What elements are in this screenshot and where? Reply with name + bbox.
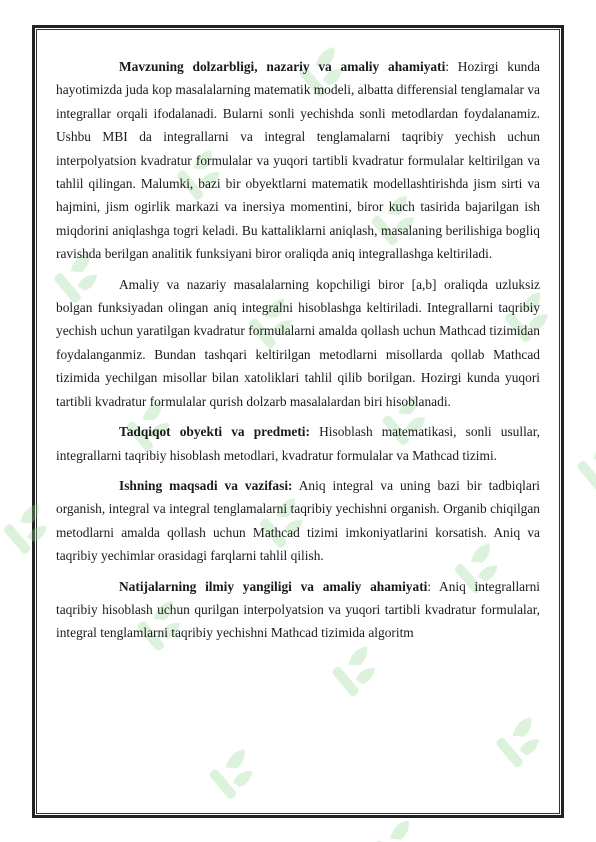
paragraph-text: Amaliy va nazariy masalalarning kopchiligi biror [a,b] oraliqda uzluksiz bolgan funksiyadan olingan aniq integralni hisoblashga keltiriladi. Integrallarni taqribiy yechish uchun yaratilgan kvadratur formulalarni amalda qollash uchun Mathcad tizimidan foydalanganmiz. Bundan tashqari keltirilgan metodlarni misollarda qollab Mathcad tizimida yechilgan misollar bilan xatoliklari tahlil qilib borilgan. Hozirgi kunda yuqori tartibli kvadratur formulalar qurish dolzarb masalalardan biri hisoblanadi. xyxy=(56,276,540,409)
paragraph-lead: Ishning maqsadi va vazifasi: xyxy=(119,477,293,493)
paragraph-lead: Tadqiqot obyekti va predmeti: xyxy=(119,424,310,440)
paragraph-text: : Hozirgi kunda hayotimizda juda kop masalalarning matematik modeli, albatta differensial tenglamalar va integrallar orqali ifodalanadi. Bularni sonli yechishda sonli metodlardan foydalanamiz. Ushbu MBI da integrallarni va integral tenglamalarni taqribiy yechish uchun interpolyatsion kvadratur formulalar va yuqori tartibli kvadratur formulalar keltirilgan va tahlil qilingan. Malumki, bazi bir obyektlarni matematik modellashtirishda jism sirti va hajmini, jism ogirlik markazi va inersiya momentini, biror kuch tasirida bajarilgan ish miqdorini aniqlashga togri keladi. Bu kattaliklarni aniqlash, masalaning berilishiga bogliq ravishda berilgan analitik funksiyani biror oraliqda aniq integrallashga keltiriladi. xyxy=(56,59,540,262)
paragraph-research-object xyxy=(56,420,540,467)
paragraph-goals xyxy=(56,474,540,568)
paragraph-novelty xyxy=(56,575,540,645)
paragraph-text: Aniq integral va uning bazi bir tadbiqlari organish, integral va integral tenglamalarni taqribiy yechishni organish. Organib chiqilgan metodlarni amalda qollash uchun Mathcad tizimi imkoniyatlarini korsatish. Aniq va taqribiy yechimlar orasidagi farqlarni tahlil qilish. xyxy=(56,477,540,564)
paragraph-relevance xyxy=(56,55,540,266)
paragraph-text: : Aniq integrallarni taqribiy hisoblash uchun qurilgan interpolyatsion va yuqori tartibli kvadratur formulalar, integral tenglamlarni taqribiy yechishni Mathcad tizimida algoritm xyxy=(56,578,540,641)
paragraph-text: Hisoblash matematikasi, sonli usullar, integrallarni taqribiy hisoblash metodlari, kvadratur formulalar va Mathcad tizimi. xyxy=(56,424,541,463)
paragraph-lead: Natijalarning ilmiy yangiligi va amaliy ahamiyati xyxy=(119,578,428,594)
paragraph-applied-problems xyxy=(56,273,540,413)
document-body xyxy=(56,55,540,652)
paragraph-lead: Mavzuning dolzarbligi, nazariy va amaliy ahamiyati xyxy=(119,59,446,74)
